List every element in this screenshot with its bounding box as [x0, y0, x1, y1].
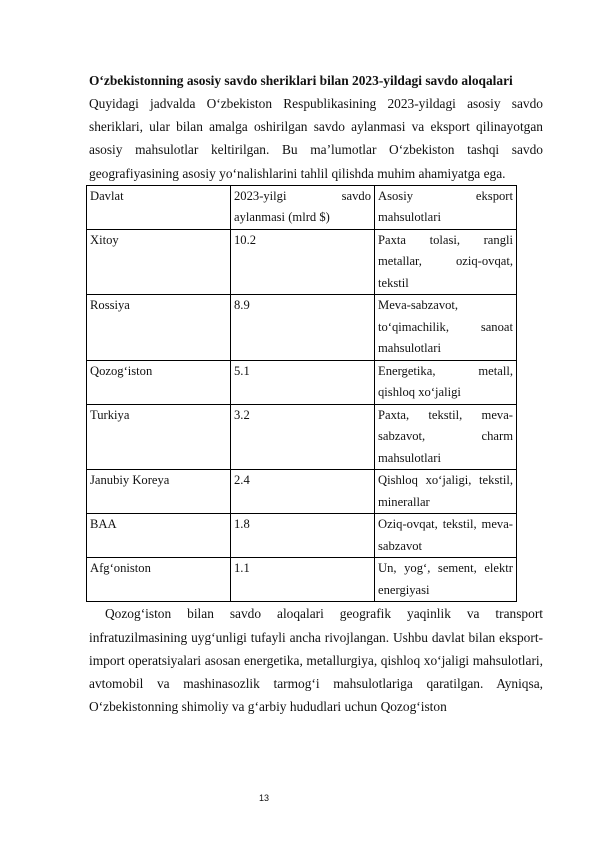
- turnover-cell: 1.1: [231, 558, 375, 602]
- section-heading: O‘zbekistonning asosiy savdo sheriklari bilan 2023-yildagi savdo aloqalari: [89, 73, 513, 88]
- body-paragraph: Qozog‘iston bilan savdo aloqalari geografik yaqinlik va transport infratuzilmasining uyg‘unligi tufayli ancha rivojlangan. Ushbu davlat bilan eksport-import operatsiyalari asosan energetika, metallurgiya, qishloq xo‘jaligi mahsulotlari, avtomobil va mashinasozlik tarmog‘i mahsulotlariga qaratilgan. Ayniqsa, O‘zbekistonning shimoliy va g‘arbiy hududlari uchun Qozog‘iston: [89, 606, 543, 715]
- country-cell: Afg‘oniston: [87, 558, 231, 602]
- table-row: [87, 295, 517, 361]
- document-page: [89, 69, 543, 718]
- header-cell: Davlat: [87, 185, 231, 229]
- exports-cell: Energetika, metall, qishloq xo‘jaligi: [375, 360, 517, 404]
- exports-cell: Paxta, tekstil, meva-sabzavot, charm mahsulotlari: [375, 404, 517, 470]
- turnover-cell: 8.9: [231, 295, 375, 361]
- table-row: [87, 514, 517, 558]
- table-row: [87, 360, 517, 404]
- turnover-cell: 10.2: [231, 229, 375, 295]
- exports-cell: Meva-sabzavot, to‘qimachilik, sanoat mahsulotlari: [375, 295, 517, 361]
- exports-cell: Un, yog‘, sement, elektr energiyasi: [375, 558, 517, 602]
- table-row: [87, 404, 517, 470]
- country-cell: Rossiya: [87, 295, 231, 361]
- exports-cell: Oziq-ovqat, tekstil, meva-sabzavot: [375, 514, 517, 558]
- country-cell: BAA: [87, 514, 231, 558]
- page-number: 13: [259, 793, 270, 803]
- table-row: [87, 470, 517, 514]
- turnover-cell: 5.1: [231, 360, 375, 404]
- table-row: [87, 229, 517, 295]
- intro-paragraph: Quyidagi jadvalda O‘zbekiston Respublikasining 2023-yildagi asosiy savdo sheriklari, ular bilan amalga oshirilgan savdo aylanmasi va eksport qilinayotgan asosiy mahsulotlar keltirilgan. Bu ma’lumotlar O‘zbekiston tashqi savdo geografiyasining asosiy yo‘nalishlarini tahlil qilishda muhim ahamiyatga ega.: [89, 96, 543, 181]
- country-cell: Xitoy: [87, 229, 231, 295]
- exports-cell: Paxta tolasi, rangli metallar, oziq-ovqat, tekstil: [375, 229, 517, 295]
- turnover-cell: 2.4: [231, 470, 375, 514]
- header-cell: Asosiy eksport mahsulotlari: [375, 185, 517, 229]
- turnover-cell: 3.2: [231, 404, 375, 470]
- country-cell: Janubiy Koreya: [87, 470, 231, 514]
- exports-cell: Qishloq xo‘jaligi, tekstil, minerallar: [375, 470, 517, 514]
- table-row: [87, 558, 517, 602]
- country-cell: Turkiya: [87, 404, 231, 470]
- trade-partners-table: [86, 185, 517, 603]
- turnover-cell: 1.8: [231, 514, 375, 558]
- header-cell: 2023-yilgi savdo aylanmasi (mlrd $): [231, 185, 375, 229]
- table-header-row: [87, 185, 517, 229]
- country-cell: Qozog‘iston: [87, 360, 231, 404]
